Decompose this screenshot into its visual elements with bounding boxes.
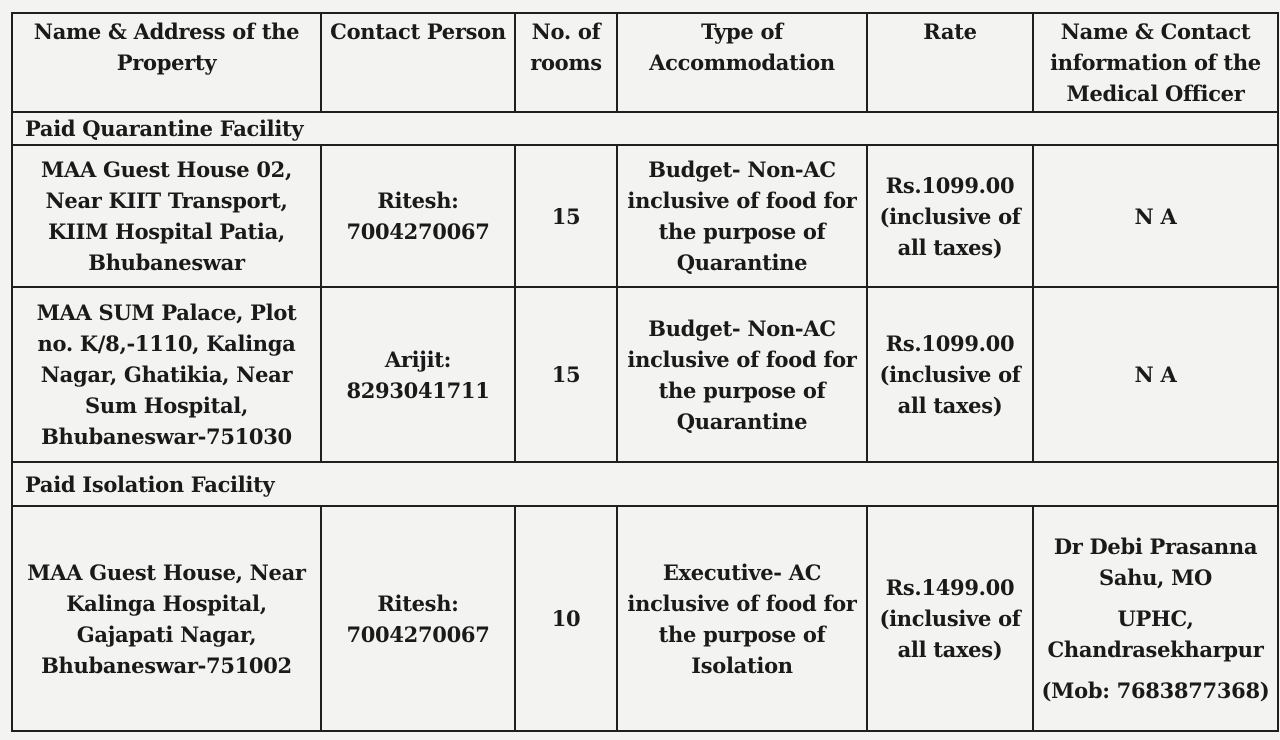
- section-row-quarantine: [12, 112, 1278, 145]
- cell-rate: Rs.1099.00 (inclusive of all taxes): [867, 145, 1033, 287]
- header-rooms: No. of rooms: [515, 13, 617, 112]
- table-row: [12, 287, 1278, 462]
- section-row-isolation: [12, 462, 1278, 506]
- cell-rate: Rs.1099.00 (inclusive of all taxes): [867, 287, 1033, 462]
- cell-name-address: MAA Guest House 02, Near KIIT Transport, KIIM Hospital Patia, Bhubaneswar: [12, 145, 321, 287]
- header-medical-officer: Name & Contact information of the Medical Officer: [1033, 13, 1278, 112]
- table-header-row: [12, 13, 1278, 112]
- table-row: [12, 145, 1278, 287]
- cell-medical-officer: N A: [1033, 287, 1278, 462]
- cell-accommodation: Budget- Non-AC inclusive of food for the purpose of Quarantine: [617, 145, 867, 287]
- cell-contact: Ritesh: 7004270067: [321, 506, 515, 731]
- cell-rooms: 15: [515, 145, 617, 287]
- cell-rate: Rs.1499.00 (inclusive of all taxes): [867, 506, 1033, 731]
- medical-officer-name: Dr Debi Prasanna Sahu, MO: [1053, 534, 1258, 590]
- cell-medical-officer: [1033, 506, 1278, 731]
- section-title-isolation: Paid Isolation Facility: [12, 462, 1278, 506]
- section-title-quarantine: Paid Quarantine Facility: [12, 112, 1278, 145]
- cell-rooms: 15: [515, 287, 617, 462]
- cell-contact: Arijit: 8293041711: [321, 287, 515, 462]
- header-name-address: Name & Address of the Property: [12, 13, 321, 112]
- header-accommodation: Type of Accommodation: [617, 13, 867, 112]
- cell-medical-officer: N A: [1033, 145, 1278, 287]
- header-rate: Rate: [867, 13, 1033, 112]
- header-contact-person: Contact Person: [321, 13, 515, 112]
- table-row: [12, 506, 1278, 731]
- facilities-table: [11, 12, 1279, 732]
- medical-officer-mobile: (Mob: 7683877368): [1041, 678, 1270, 703]
- medical-officer-org: UPHC, Chandrasekharpur: [1047, 606, 1264, 662]
- cell-name-address: MAA Guest House, Near Kalinga Hospital, Gajapati Nagar, Bhubaneswar-751002: [12, 506, 321, 731]
- cell-accommodation: Executive- AC inclusive of food for the purpose of Isolation: [617, 506, 867, 731]
- cell-name-address: MAA SUM Palace, Plot no. K/8,-1110, Kalinga Nagar, Ghatikia, Near Sum Hospital, Bhubaneswar-751030: [12, 287, 321, 462]
- cell-rooms: 10: [515, 506, 617, 731]
- cell-accommodation: Budget- Non-AC inclusive of food for the purpose of Quarantine: [617, 287, 867, 462]
- cell-contact: Ritesh: 7004270067: [321, 145, 515, 287]
